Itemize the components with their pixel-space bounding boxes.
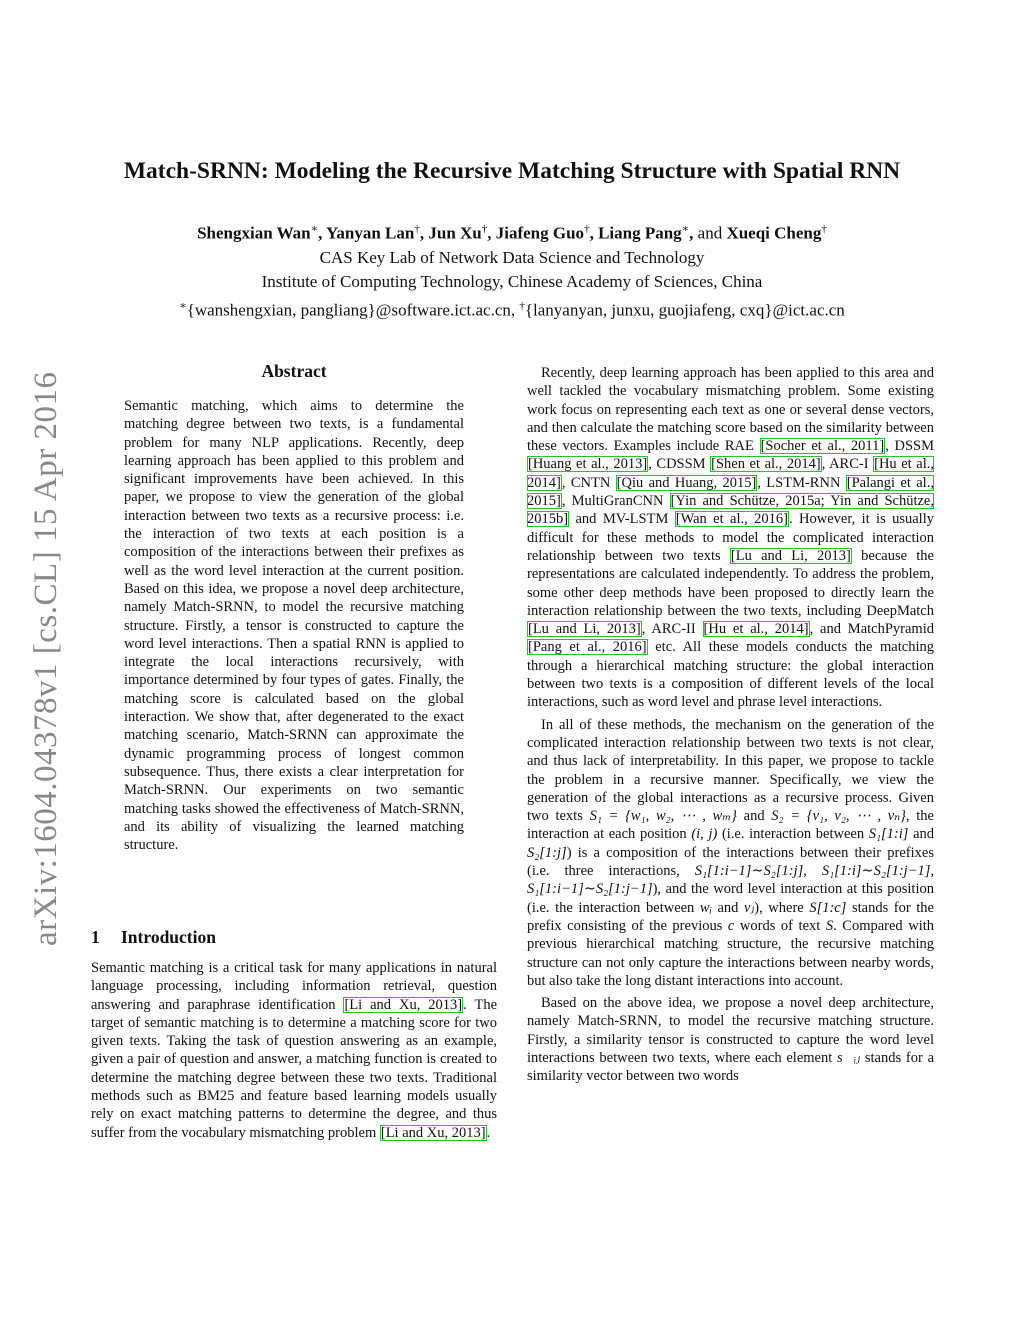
abstract-heading: Abstract xyxy=(261,361,327,381)
citation-link[interactable]: [Wan et al., 2016] xyxy=(675,511,788,528)
author-mark: ∗ xyxy=(310,223,319,235)
text-run: words of text xyxy=(734,917,826,934)
text-run: etc. All these models conducts the matching through a hierarchical matching structure: the global interaction between two texts is a composition of different levels of the local interactions, such as word level and phrase level interactions. xyxy=(527,639,934,711)
text-run: Based on the above idea, we propose a novel deep architecture, namely Match-SRNN, to model the recursive matching structure. Firstly, a similarity tensor is constructed to capture the word level interactions between two texts, where each element xyxy=(527,995,934,1066)
math-inline: S₁[1:i] xyxy=(868,826,909,843)
author-and: and xyxy=(697,223,723,243)
citation-link[interactable]: [Huang et al., 2013] xyxy=(528,456,648,473)
citation-link[interactable]: [Palangi et al., 2015] xyxy=(527,474,934,510)
math-inline: (i, j) xyxy=(691,826,718,843)
citation-link[interactable]: [Socher et al., 2011] xyxy=(760,438,885,455)
citation-link[interactable]: [Hu et al., 2014] xyxy=(703,621,809,638)
text-run: . Compared with previous hierarchical matching structure, the recursive matching structure can not only capture the interactions between nearby words, but also take the long distant interactions into account. xyxy=(527,917,934,989)
right-column-body xyxy=(527,364,934,1086)
author-mark: † xyxy=(414,223,420,235)
author-name: Shengxian Wan xyxy=(197,223,311,243)
affiliation: Institute of Computing Technology, Chinese Academy of Sciences, China xyxy=(261,271,763,291)
text-run: Semantic matching is a critical task for many applications in natural language processing, including information retrieval, question answering and paraphrase identification xyxy=(91,960,497,1013)
math-inline: S₂ = {v₁, v₂, ⋯ , vₙ} xyxy=(771,808,906,825)
text-run: and xyxy=(711,899,744,916)
math-inline: s⃗ᵢⱼ xyxy=(837,1049,861,1066)
paragraph xyxy=(527,716,934,990)
text-run: , the interaction at each position xyxy=(527,808,934,843)
math-inline: S xyxy=(825,917,834,934)
section-number: 1 xyxy=(91,927,100,947)
math-inline: vⱼ xyxy=(743,899,755,916)
text-run: , CNTN xyxy=(561,474,616,491)
text-run: Recently, deep learning approach has been applied to this area and well tackled the vocabulary mismatching problem. Some existing work focus on representing each text as one or several dense vectors, and then calculate the matching score based on the similarity between these vectors. Examples include RAE xyxy=(527,365,934,455)
arxiv-stamp: arXiv:1604.04378v1 [cs.CL] 15 Apr 2016 xyxy=(28,371,64,946)
author-name: Xueqi Cheng xyxy=(726,223,822,243)
author-mark: † xyxy=(584,223,590,235)
author-emails xyxy=(60,294,964,323)
abstract-body xyxy=(124,397,464,854)
text-run: ), and the word level interaction at this position (i.e. the interaction between xyxy=(527,881,934,916)
text-run: and xyxy=(736,808,772,825)
author-name: Yanyan Lan xyxy=(326,223,415,243)
text-run: , MultiGranCNN xyxy=(561,493,670,510)
text-run: stands for a similarity vector between two words xyxy=(527,1049,935,1085)
citation-link[interactable]: [Lu and Li, 2013] xyxy=(730,547,851,564)
math-inline: c xyxy=(727,917,735,934)
citation-link[interactable]: [Yin and Schütze, 2015a; Yin and Schütze, 2015b] xyxy=(527,493,934,528)
text-run: (i.e. interaction between xyxy=(717,826,869,843)
author-name: Jiafeng Guo xyxy=(495,223,585,243)
citation-link[interactable]: [Li and Xu, 2013] xyxy=(380,1124,486,1141)
author-mark: ∗ xyxy=(681,223,690,235)
text-run: , DSSM xyxy=(885,438,935,455)
text-run: , ARC-II xyxy=(641,621,703,638)
affiliation: CAS Key Lab of Network Data Science and Technology xyxy=(319,247,705,267)
math-inline: S₁ = {w₁, w₂, ⋯ , wₘ} xyxy=(589,808,737,825)
citation-link[interactable]: [Hu et al., 2014] xyxy=(527,456,934,491)
paragraph xyxy=(527,364,934,712)
math-inline: wᵢ xyxy=(699,899,712,916)
text-run: , ARC-I xyxy=(821,456,874,473)
citation-link[interactable]: [Pang et al., 2016] xyxy=(528,639,647,656)
text-run: and MV-LSTM xyxy=(569,511,675,528)
email-mark: ∗ xyxy=(179,299,187,312)
author-block xyxy=(60,217,964,322)
text-run: , CDSSM xyxy=(648,456,711,473)
math-inline: S[1:c] xyxy=(809,899,847,916)
paragraph xyxy=(527,994,934,1085)
text-run: ), where xyxy=(754,899,810,916)
introduction-body xyxy=(91,959,497,1142)
text-run: , LSTM-RNN xyxy=(757,474,846,491)
math-inline: S₂[1:j] xyxy=(527,844,567,861)
paper-title: Match-SRNN: Modeling the Recursive Matching Structure with Spatial RNN xyxy=(123,158,901,184)
author-mark: † xyxy=(481,223,488,235)
text-run: ) is a composition of the interactions between their prefixes (i.e. three interactions, xyxy=(527,844,934,880)
citation-link[interactable]: [Qiu and Huang, 2015] xyxy=(616,474,757,491)
section-title: Introduction xyxy=(121,927,216,947)
author-list: Shengxian Wan∗, Yanyan Lan†, Jun Xu†, Jiafeng Guo†, Liang Pang∗, and Xueqi Cheng† xyxy=(197,223,827,243)
email-group: {wanshengxian, pangliang}@software.ict.ac.cn, xyxy=(186,300,516,320)
text-run: In all of these methods, the mechanism on the generation of the complicated interaction relationship between two texts is not clear, and thus lack of interpretability. In this paper, we propose to tackle the problem in a recursive manner. Specifically, we view the generation of the global interactions as a recursive process. Given two texts xyxy=(527,716,934,825)
citation-link[interactable]: [Shen et al., 2014] xyxy=(711,456,821,473)
author-name: Jun Xu xyxy=(428,223,482,243)
text-run: and xyxy=(908,826,934,843)
email-mark: † xyxy=(519,299,525,312)
text-run: , and MatchPyramid xyxy=(809,621,934,638)
section-heading-introduction xyxy=(91,927,216,948)
abstract-text: Semantic matching, which aims to determine the matching degree between two texts, is a fundamental problem for many NLP applications. Recently, deep learning approach has been applied to this problem and significant improvements have been achieved. In this paper, we propose to view the generation of the global interaction between two texts as a recursive process: i.e. the interaction of two texts at each position is a composition of the interactions between their prefixes as well as the word level interaction at the current position. Based on this idea, we propose a novel deep architecture, namely Match-SRNN, to model the recursive matching structure. Firstly, a tensor is constructed to capture the word level interactions. Then a spatial RNN is applied to integrate the local interactions recursively, with importance determined by four types of gates. Finally, the matching score is calculated based on the global interaction. We show that, after degenerated to the exact matching scenario, Match-SRNN can approximate the dynamic programming process of longest common subsequence. Thus, there exists a clear interpretation for Match-SRNN. Our experiments on two semantic matching tasks showed the effectiveness of Match-SRNN, and its ability of visualizing the learned matching structure. xyxy=(124,398,464,854)
author-name: Liang Pang xyxy=(598,223,682,243)
citation-link[interactable]: [Li and Xu, 2013] xyxy=(344,996,463,1013)
email-group: {lanyanyan, junxu, guojiafeng, cxq}@ict.ac.cn xyxy=(524,300,845,320)
text-run: . xyxy=(486,1124,491,1141)
paragraph xyxy=(91,959,497,1142)
text-run: . However, it is usually difficult for these methods to model the complicated interaction relationship between two texts xyxy=(527,511,934,564)
text-run: . The target of semantic matching is to determine a matching score for two given texts. Taking the task of question answering as an example, given a pair of question and answer, a matching function is created to determine the matching degree between these two texts. Traditional methods such as BM25 and feature based learning models usually rely on exact matching patterns to determine the degree, and thus suffer from the vocabulary mismatching problem xyxy=(91,996,497,1141)
author-mark: † xyxy=(821,223,827,235)
citation-link[interactable]: [Lu and Li, 2013] xyxy=(528,621,641,638)
text-run: stands for the prefix consisting of the previous xyxy=(527,899,934,934)
math-inline: S₁[1:i−1]∼S₂[1:j], S₁[1:i]∼S₂[1:j−1], S₁[1:i−1]∼S₂[1:j−1] xyxy=(527,863,935,898)
text-run: because the representations are calculated independently. To address the problem, some other deep methods have been proposed to directly learn the interaction relationship between the two texts, including DeepMatch xyxy=(527,547,934,619)
